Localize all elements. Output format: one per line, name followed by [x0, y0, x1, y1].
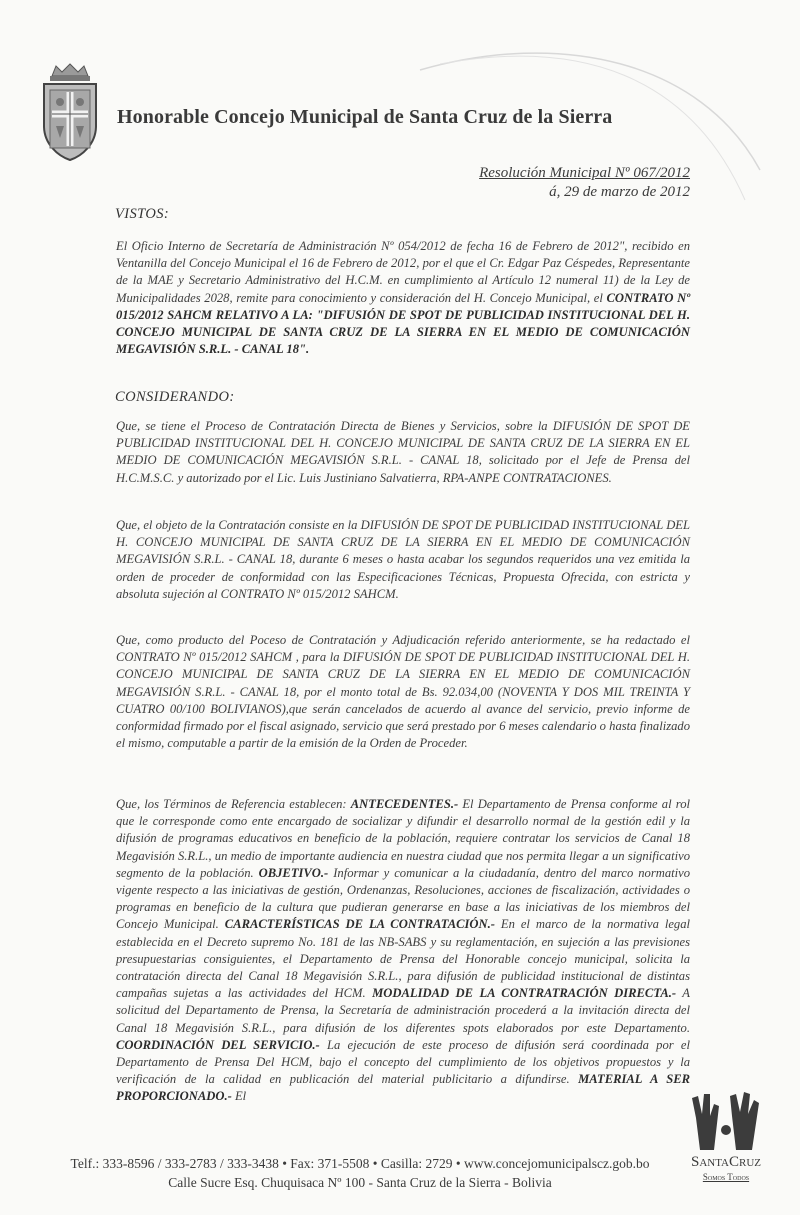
- p4-text-5: A solicitud del Departamento de Prensa, la Secretaría de administración procederá a la invitación directa del Canal 18 Megavisión S.R.L., para difusión de los diferentes spots elaborados por este Departamento.: [116, 986, 690, 1035]
- p4-caracteristicas: CARACTERÍSTICAS DE LA CONTRATACIÓN.-: [224, 917, 495, 932]
- coat-of-arms-icon: [38, 62, 102, 162]
- p4-antecedentes: ANTECEDENTES.-: [350, 797, 459, 811]
- considerando-paragraph-4: [116, 796, 690, 1106]
- raised-hands-icon: [686, 1090, 766, 1152]
- resolution-date: á, 29 de marzo de 2012: [549, 184, 690, 200]
- vistos-heading: VISTOS:: [115, 206, 170, 222]
- considerando-paragraph-2: Que, el objeto de la Contratación consiste en la DIFUSIÓN DE SPOT DE PUBLICIDAD INSTITUCIONAL DEL H. CONCEJO MUNICIPAL DE SANTA CRUZ DE LA SIERRA EN EL MEDIO DE COMUNICACIÓN MEGAVISIÓN S.R.L. - CANAL 18, durante 6 meses o hasta acabar los segundos requeridos una vez emitida la orden de proceder de conformidad con las Especificaciones Técnicas, Propuesta Ofrecida, con estricta y absoluta sujeción al CONTRATO Nº 015/2012 SAHCM.: [116, 518, 690, 601]
- p4-text-6: La ejecución de este proceso de difusión será coordinada por el Departamento de Prensa Del HCM, bajo el concepto del cumplimiento de los objetivos propuestos y la verificación de la calidad en publicación del material publicitario a difundirse.: [116, 1037, 690, 1087]
- vistos-paragraph: [116, 238, 690, 358]
- vistos-contract-title: CONTRATO Nº 015/2012 SAHCM RELATIVO A LA: "DIFUSIÓN DE SPOT DE PUBLICIDAD INSTITUCIONAL DEL H. CONCEJO MUNICIPAL DE SANTA CRUZ DE LA SIERRA EN EL MEDIO DE COMUNICACIÓN MEGAVISIÓN S.R.L. - CANAL 18".: [116, 290, 690, 357]
- considerando-paragraph-3: Que, como producto del Poceso de Contratación y Adjudicación referido anteriormente, se ha redactado el CONTRATO Nº 015/2012 SAHCM , para la DIFUSIÓN DE SPOT DE PUBLICIDAD INSTITUCIONAL DEL H. CONCEJO MUNICIPAL DE SANTA CRUZ DE LA SIERRA EN EL MEDIO DE COMUNICACIÓN MEGAVISIÓN S.R.L. - CANAL 18, por el monto total de Bs. 92.034,00 (NOVENTA Y DOS MIL TREINTA Y CUATRO 00/100 BOLIVIANOS),que serán cancelados de acuerdo al avance del servicio, previo informe de conformidad firmado por el fiscal asignado, servicio que será prestado por 6 meses calendario o hasta finalizado el mismo, computable a partir de la emisión de la Orden de Proceder.: [116, 633, 690, 751]
- p4-text-1: Que, los Términos de Referencia establecen:: [116, 797, 351, 811]
- p4-coordinacion: COORDINACIÓN DEL SERVICIO.-: [116, 1037, 320, 1052]
- p4-text-3: Informar y comunicar a la ciudadanía, dentro del marco normativo vigente respecto a las iniciativas de gestión, Ordenanzas, Resoluciones, acciones de fiscalización, actividades o programas en beneficio de la cultura que pudieran generarse en base a las iniciativas de los miembros del Concejo Municipal.: [116, 865, 691, 932]
- footer-address: Calle Sucre Esq. Chuquisaca Nº 100 - Santa Cruz de la Sierra - Bolivia: [168, 1175, 552, 1190]
- logo-slogan: Somos Todos: [702, 1172, 750, 1182]
- p4-objetivo: OBJETIVO.-: [258, 865, 329, 880]
- p4-material: MATERIAL A SER PROPORCIONADO.-: [116, 1072, 690, 1104]
- resolution-number: Resolución Municipal Nº 067/2012: [479, 165, 690, 181]
- p4-text-7: El: [231, 1089, 247, 1104]
- p4-modalidad: MODALIDAD DE LA CONTRATRACIÓN DIRECTA.-: [372, 986, 677, 1001]
- vistos-text: El Oficio Interno de Secretaría de Administración Nº 054/2012 de fecha 16 de Febrero de 2012", recibido en Ventanilla del Concejo Municipal el 16 de Febrero de 2012, por el que el Cr. Edgar Paz Céspedes, Representante de la MAE y Secretario Administrativo del H.C.M. en cumplimiento al Artículo 12 numeral 11) de la Ley de Municipalidades 2028, remite para conocimiento y consideración del H. Concejo Municipal, el: [116, 239, 690, 305]
- p4-text-2: El Departamento de Prensa conforme al rol que le corresponde como ente encargado de socializar y difundir el desarrollo normal de la gestión edil y la difusión de programas educativos en beneficio de la población, requiere contratar los servicios de Canal 18 Megavisión S.R.L., un medio de importante audiencia en nuestra ciudad que nos permita llegar a un significativo segmento de la población.: [116, 797, 691, 880]
- logo-name: SantaCruz: [690, 1154, 762, 1170]
- footer-contact: Telf.: 333-8596 / 333-2783 / 333-3438 • Fax: 371-5508 • Casilla: 2729 • www.concejomunicipalscz.gob.bo: [70, 1156, 650, 1171]
- council-title: Honorable Concejo Municipal de Santa Cruz de la Sierra: [117, 106, 613, 128]
- santa-cruz-logo: [686, 1090, 766, 1190]
- considerando-paragraph-1: Que, se tiene el Proceso de Contratación Directa de Bienes y Servicios, sobre la DIFUSIÓN DE SPOT DE PUBLICIDAD INSTITUCIONAL DEL H. CONCEJO MUNICIPAL DE SANTA CRUZ DE LA SIERRA EN EL MEDIO DE COMUNICACIÓN MEGAVISIÓN S.R.L. - CANAL 18, solicitado por el Jefe de Prensa del H.C.M.S.C. y autorizado por el Lic. Luis Justiniano Salvatierra, RPA-ANPE CONTRATACIONES.: [116, 419, 690, 485]
- p4-text-4: En el marco de la normativa legal establecida en el Decreto supremo No. 181 de las NB-SABS y su reglamentación, en sujeción a las previsiones presupuestarias consiguientes, el Departamento de Prensa del Honorable concejo municipal, solicita la contratación directa del Canal 18 Megavisión S.R.L., para difusión de publicidad institucional de distintas campañas sujetas a las actividades del HCM.: [116, 917, 690, 1001]
- considerando-heading: CONSIDERANDO:: [115, 389, 235, 405]
